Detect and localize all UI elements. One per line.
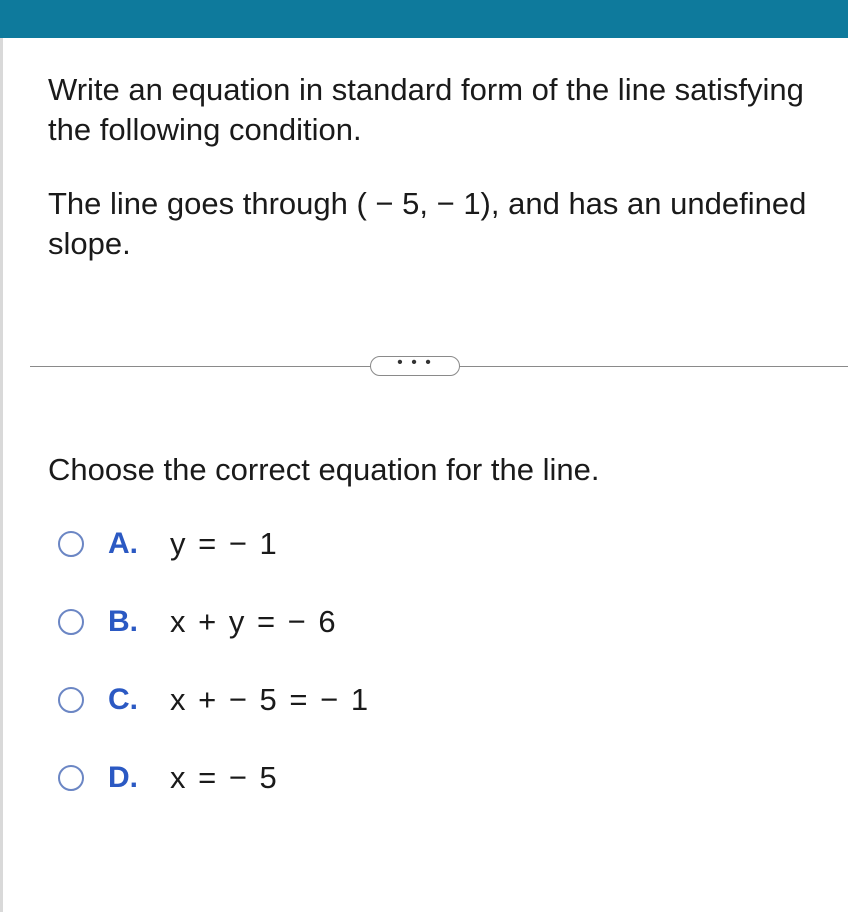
choice-b[interactable] [58, 598, 758, 646]
choice-letter: A. [108, 527, 138, 560]
choice-a[interactable] [58, 520, 758, 568]
choice-letter: B. [108, 605, 138, 638]
choice-c[interactable] [58, 676, 758, 724]
question-condition: The line goes through ( − 5, − 1), and has an undefined slope. [48, 186, 807, 261]
choice-d[interactable] [58, 754, 758, 802]
choice-letter: C. [108, 683, 138, 716]
question-instruction: Write an equation in standard form of the line satisfying the following condition. [48, 72, 804, 147]
choice-letter: D. [108, 761, 138, 794]
header-bar [0, 0, 848, 38]
answer-prompt: Choose the correct equation for the line. [48, 452, 600, 487]
question-text [48, 70, 808, 264]
radio-button-icon[interactable] [58, 765, 84, 791]
choice-expression: x + − 5 = − 1 [170, 682, 370, 717]
choice-expression: y = − 1 [170, 526, 278, 561]
more-options-button[interactable]: • • • [370, 356, 460, 376]
left-border [0, 38, 3, 912]
radio-button-icon[interactable] [58, 531, 84, 557]
choice-expression: x = − 5 [170, 760, 278, 795]
choice-expression: x + y = − 6 [170, 604, 337, 639]
answer-choices [58, 520, 758, 832]
radio-button-icon[interactable] [58, 609, 84, 635]
radio-button-icon[interactable] [58, 687, 84, 713]
